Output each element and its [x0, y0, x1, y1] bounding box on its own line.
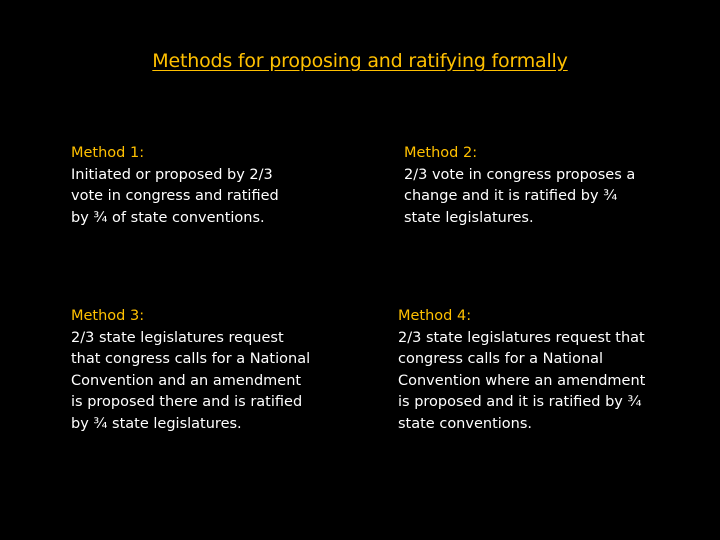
method-1-heading: Method 1:	[71, 145, 145, 161]
method-2-box	[404, 143, 654, 229]
method-2-text: 2/3 vote in congress proposes a change and it is ratified by ¾ state legislatures.	[404, 166, 636, 226]
method-4-box	[398, 306, 650, 435]
method-3-heading: Method 3:	[71, 308, 145, 324]
method-3-text: 2/3 state legislatures request that congress calls for a National Convention and an amendment is proposed there and is ratified by ¾ state legislatures.	[71, 329, 311, 432]
method-1-text: Initiated or proposed by 2/3 vote in congress and ratified by ¾ of state conventions.	[71, 166, 279, 226]
method-4-text: 2/3 state legislatures request that congress calls for a National Convention where an amendment is proposed and it is ratified by ¾ state conventions.	[398, 329, 646, 432]
method-3-box	[71, 306, 311, 435]
method-1-box	[71, 143, 281, 229]
method-2-heading: Method 2:	[404, 145, 478, 161]
slide-title: Methods for proposing and ratifying formally	[152, 50, 568, 72]
method-4-heading: Method 4:	[398, 308, 472, 324]
